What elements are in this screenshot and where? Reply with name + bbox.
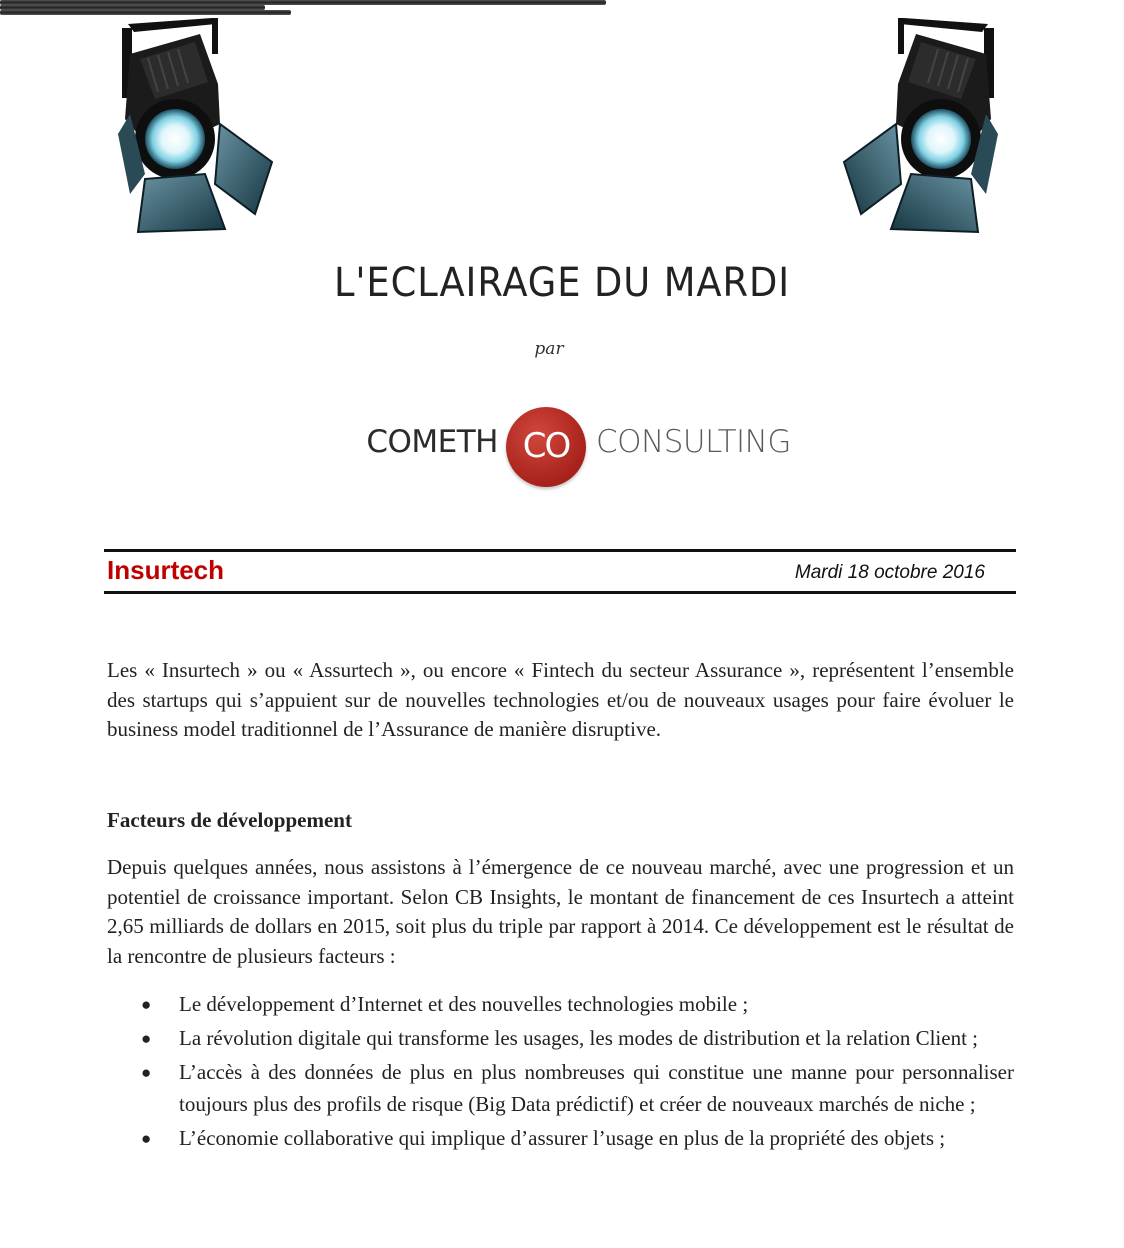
logo-text-right: CONSULTING bbox=[596, 424, 791, 460]
list-item-text: La révolution digitale qui transforme les usages, les modes de distribution et la relation Client ; bbox=[179, 1026, 978, 1051]
list-item bbox=[107, 989, 1014, 1021]
bullet-icon: ● bbox=[141, 1128, 152, 1148]
section-heading: Facteurs de développement bbox=[107, 808, 352, 832]
by-label: par bbox=[534, 339, 564, 359]
document-title: Insurtech bbox=[107, 555, 225, 585]
bullet-icon: ● bbox=[141, 995, 152, 1014]
list-item bbox=[107, 1057, 1014, 1120]
list-item bbox=[107, 1023, 1014, 1055]
newsletter-title: L'ECLAIRAGE DU MARDI bbox=[333, 260, 791, 306]
logo-mark bbox=[506, 407, 586, 487]
intro-paragraph: Les « Insurtech » ou « Assurtech », ou encore « Fintech du secteur Assurance », représentent l’ensemble des startups qui s’appuient sur de nouvelles technologies et/ou de nouveaux usages pour faire évoluer le business model traditionnel de l’Assurance de manière disruptive. bbox=[107, 658, 1014, 742]
list-item bbox=[107, 1123, 1014, 1155]
list-item-text: Le développement d’Internet et des nouvelles technologies mobile ; bbox=[179, 992, 749, 1016]
title-bar-top-rule bbox=[104, 549, 1016, 552]
spotlight-icon bbox=[100, 14, 280, 239]
factor-list bbox=[107, 989, 1014, 1157]
logo-text-left: COMETH bbox=[366, 424, 498, 460]
document-date: Mardi 18 octobre 2016 bbox=[794, 562, 985, 583]
bullet-icon: ● bbox=[141, 1029, 152, 1049]
bullet-icon: ● bbox=[141, 1063, 152, 1083]
list-item-text: L’accès à des données de plus en plus nombreuses qui constitue une manne pour personnaliser toujours plus des profils de risque (Big Data prédictif) et créer de nouveaux marchés de niche ; bbox=[179, 1060, 1014, 1116]
logo-mark-text: CO bbox=[522, 426, 570, 466]
list-item-text: L’économie collaborative qui implique d’assurer l’usage en plus de la propriété des objets ; bbox=[179, 1125, 946, 1150]
spotlight-icon bbox=[836, 14, 1016, 239]
section-paragraph: Depuis quelques années, nous assistons à l’émergence de ce nouveau marché, avec une progression et un potentiel de croissance important. Selon CB Insights, le montant de financement de ces Insurtech a atteint 2,65 milliards de dollars en 2015, soit plus du triple par rapport à 2014. Ce développement est le résultat de la rencontre de plusieurs facteurs : bbox=[107, 855, 1014, 969]
title-bar-bottom-rule bbox=[104, 591, 1016, 594]
